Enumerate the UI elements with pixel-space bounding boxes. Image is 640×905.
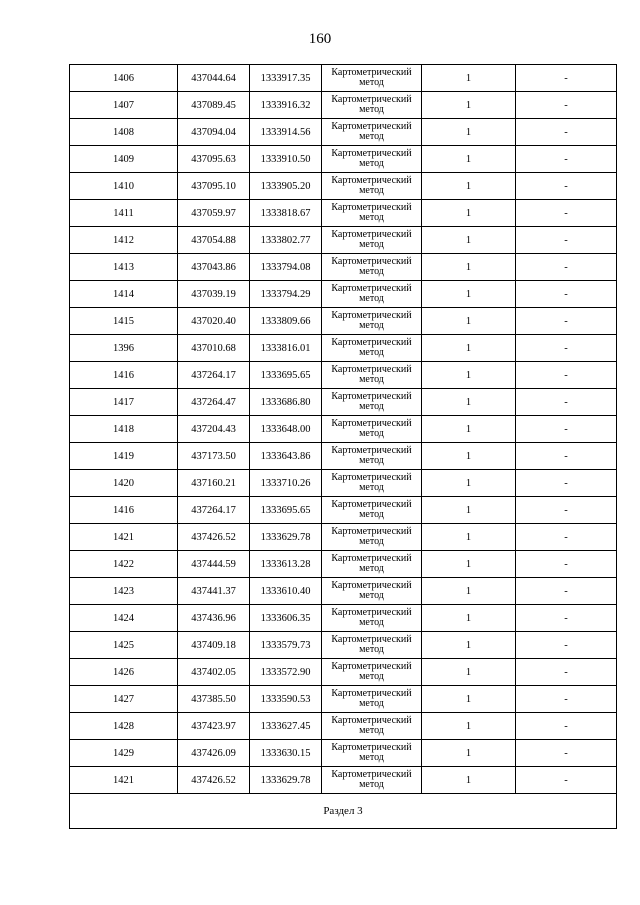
note-cell: -	[516, 605, 617, 632]
x-coordinate-cell: 437095.10	[178, 173, 250, 200]
note-cell: -	[516, 227, 617, 254]
count-cell: 1	[422, 767, 516, 794]
point-number-cell: 1418	[70, 416, 178, 443]
note-cell: -	[516, 281, 617, 308]
method-line-1: Картометрический	[331, 121, 412, 132]
method-line-2: метод	[359, 482, 384, 493]
method-cell	[322, 119, 422, 146]
method-line-1: Картометрический	[331, 310, 412, 321]
method-cell	[322, 524, 422, 551]
table-row	[70, 497, 617, 524]
table-row	[70, 281, 617, 308]
x-coordinate-cell: 437385.50	[178, 686, 250, 713]
point-number-cell: 1421	[70, 767, 178, 794]
note-cell: -	[516, 119, 617, 146]
count-cell: 1	[422, 227, 516, 254]
method-line-2: метод	[359, 698, 384, 709]
method-line-2: метод	[359, 509, 384, 520]
method-line-2: метод	[359, 185, 384, 196]
note-cell: -	[516, 524, 617, 551]
method-line-1: Картометрический	[331, 364, 412, 375]
x-coordinate-cell: 437039.19	[178, 281, 250, 308]
note-cell: -	[516, 308, 617, 335]
y-coordinate-cell: 1333794.08	[250, 254, 322, 281]
table-row	[70, 200, 617, 227]
method-line-2: метод	[359, 266, 384, 277]
x-coordinate-cell: 437160.21	[178, 470, 250, 497]
method-cell	[322, 578, 422, 605]
y-coordinate-cell: 1333802.77	[250, 227, 322, 254]
count-cell: 1	[422, 335, 516, 362]
count-cell: 1	[422, 200, 516, 227]
count-cell: 1	[422, 308, 516, 335]
method-line-2: метод	[359, 320, 384, 331]
point-number-cell: 1425	[70, 632, 178, 659]
note-cell: -	[516, 686, 617, 713]
y-coordinate-cell: 1333905.20	[250, 173, 322, 200]
method-line-2: метод	[359, 590, 384, 601]
method-cell	[322, 389, 422, 416]
y-coordinate-cell: 1333630.15	[250, 740, 322, 767]
method-line-2: метод	[359, 779, 384, 790]
x-coordinate-cell: 437094.04	[178, 119, 250, 146]
point-number-cell: 1412	[70, 227, 178, 254]
x-coordinate-cell: 437402.05	[178, 659, 250, 686]
method-line-2: метод	[359, 401, 384, 412]
x-coordinate-cell: 437044.64	[178, 65, 250, 92]
y-coordinate-cell: 1333916.32	[250, 92, 322, 119]
method-cell	[322, 551, 422, 578]
table-row	[70, 578, 617, 605]
count-cell: 1	[422, 146, 516, 173]
y-coordinate-cell: 1333809.66	[250, 308, 322, 335]
table-row	[70, 713, 617, 740]
count-cell: 1	[422, 578, 516, 605]
count-cell: 1	[422, 65, 516, 92]
table-row	[70, 227, 617, 254]
method-line-1: Картометрический	[331, 715, 412, 726]
count-cell: 1	[422, 605, 516, 632]
table-row	[70, 92, 617, 119]
note-cell: -	[516, 767, 617, 794]
method-cell	[322, 65, 422, 92]
table-row	[70, 389, 617, 416]
y-coordinate-cell: 1333606.35	[250, 605, 322, 632]
y-coordinate-cell: 1333816.01	[250, 335, 322, 362]
method-line-1: Картометрический	[331, 742, 412, 753]
method-cell	[322, 740, 422, 767]
table-row	[70, 524, 617, 551]
point-number-cell: 1414	[70, 281, 178, 308]
y-coordinate-cell: 1333818.67	[250, 200, 322, 227]
method-line-1: Картометрический	[331, 445, 412, 456]
point-number-cell: 1407	[70, 92, 178, 119]
method-cell	[322, 470, 422, 497]
x-coordinate-cell: 437264.17	[178, 362, 250, 389]
method-line-1: Картометрический	[331, 229, 412, 240]
section-label: Раздел 3	[70, 794, 617, 829]
y-coordinate-cell: 1333579.73	[250, 632, 322, 659]
method-line-2: метод	[359, 77, 384, 88]
point-number-cell: 1427	[70, 686, 178, 713]
y-coordinate-cell: 1333590.53	[250, 686, 322, 713]
note-cell: -	[516, 65, 617, 92]
method-cell	[322, 308, 422, 335]
note-cell: -	[516, 470, 617, 497]
y-coordinate-cell: 1333914.56	[250, 119, 322, 146]
note-cell: -	[516, 335, 617, 362]
method-cell	[322, 497, 422, 524]
method-line-1: Картометрический	[331, 661, 412, 672]
count-cell: 1	[422, 740, 516, 767]
table-row	[70, 119, 617, 146]
method-line-2: метод	[359, 104, 384, 115]
point-number-cell: 1419	[70, 443, 178, 470]
method-line-1: Картометрический	[331, 148, 412, 159]
x-coordinate-cell: 437264.47	[178, 389, 250, 416]
method-cell	[322, 605, 422, 632]
method-cell	[322, 146, 422, 173]
table-row	[70, 470, 617, 497]
table-row	[70, 686, 617, 713]
method-line-1: Картометрический	[331, 391, 412, 402]
x-coordinate-cell: 437264.17	[178, 497, 250, 524]
count-cell: 1	[422, 389, 516, 416]
method-line-1: Картометрический	[331, 418, 412, 429]
y-coordinate-cell: 1333629.78	[250, 767, 322, 794]
count-cell: 1	[422, 686, 516, 713]
count-cell: 1	[422, 92, 516, 119]
point-number-cell: 1396	[70, 335, 178, 362]
method-line-1: Картометрический	[331, 472, 412, 483]
x-coordinate-cell: 437409.18	[178, 632, 250, 659]
method-line-2: метод	[359, 617, 384, 628]
method-cell	[322, 92, 422, 119]
x-coordinate-cell: 437423.97	[178, 713, 250, 740]
y-coordinate-cell: 1333610.40	[250, 578, 322, 605]
point-number-cell: 1429	[70, 740, 178, 767]
table-body	[70, 65, 617, 829]
y-coordinate-cell: 1333695.65	[250, 362, 322, 389]
method-line-2: метод	[359, 212, 384, 223]
method-line-2: метод	[359, 239, 384, 250]
method-cell	[322, 632, 422, 659]
note-cell: -	[516, 443, 617, 470]
note-cell: -	[516, 740, 617, 767]
y-coordinate-cell: 1333643.86	[250, 443, 322, 470]
note-cell: -	[516, 362, 617, 389]
count-cell: 1	[422, 632, 516, 659]
point-number-cell: 1413	[70, 254, 178, 281]
table-row	[70, 65, 617, 92]
point-number-cell: 1409	[70, 146, 178, 173]
count-cell: 1	[422, 362, 516, 389]
method-cell	[322, 443, 422, 470]
count-cell: 1	[422, 173, 516, 200]
table-row	[70, 362, 617, 389]
method-line-1: Картометрический	[331, 283, 412, 294]
note-cell: -	[516, 200, 617, 227]
point-number-cell: 1428	[70, 713, 178, 740]
count-cell: 1	[422, 713, 516, 740]
point-number-cell: 1420	[70, 470, 178, 497]
y-coordinate-cell: 1333648.00	[250, 416, 322, 443]
x-coordinate-cell: 437426.52	[178, 767, 250, 794]
point-number-cell: 1417	[70, 389, 178, 416]
x-coordinate-cell: 437173.50	[178, 443, 250, 470]
method-line-1: Картометрический	[331, 580, 412, 591]
method-line-1: Картометрический	[331, 67, 412, 78]
count-cell: 1	[422, 497, 516, 524]
method-line-2: метод	[359, 347, 384, 358]
y-coordinate-cell: 1333572.90	[250, 659, 322, 686]
count-cell: 1	[422, 416, 516, 443]
method-cell	[322, 281, 422, 308]
point-number-cell: 1426	[70, 659, 178, 686]
note-cell: -	[516, 713, 617, 740]
x-coordinate-cell: 437020.40	[178, 308, 250, 335]
method-cell	[322, 686, 422, 713]
method-cell	[322, 416, 422, 443]
method-cell	[322, 362, 422, 389]
note-cell: -	[516, 578, 617, 605]
point-number-cell: 1416	[70, 497, 178, 524]
note-cell: -	[516, 146, 617, 173]
count-cell: 1	[422, 443, 516, 470]
table-row	[70, 335, 617, 362]
method-line-1: Картометрический	[331, 256, 412, 267]
method-line-1: Картометрический	[331, 607, 412, 618]
point-number-cell: 1406	[70, 65, 178, 92]
y-coordinate-cell: 1333910.50	[250, 146, 322, 173]
count-cell: 1	[422, 281, 516, 308]
method-line-2: метод	[359, 428, 384, 439]
method-line-2: метод	[359, 158, 384, 169]
method-line-2: метод	[359, 374, 384, 385]
method-cell	[322, 173, 422, 200]
note-cell: -	[516, 497, 617, 524]
y-coordinate-cell: 1333917.35	[250, 65, 322, 92]
note-cell: -	[516, 632, 617, 659]
count-cell: 1	[422, 551, 516, 578]
y-coordinate-cell: 1333695.65	[250, 497, 322, 524]
method-line-2: метод	[359, 671, 384, 682]
table-row	[70, 173, 617, 200]
table-row	[70, 740, 617, 767]
method-cell	[322, 713, 422, 740]
note-cell: -	[516, 416, 617, 443]
y-coordinate-cell: 1333710.26	[250, 470, 322, 497]
method-line-1: Картометрический	[331, 175, 412, 186]
method-cell	[322, 659, 422, 686]
table-row	[70, 443, 617, 470]
point-number-cell: 1415	[70, 308, 178, 335]
count-cell: 1	[422, 119, 516, 146]
count-cell: 1	[422, 524, 516, 551]
table-row	[70, 254, 617, 281]
table-row	[70, 551, 617, 578]
x-coordinate-cell: 437043.86	[178, 254, 250, 281]
method-line-1: Картометрический	[331, 553, 412, 564]
point-number-cell: 1422	[70, 551, 178, 578]
note-cell: -	[516, 659, 617, 686]
method-cell	[322, 335, 422, 362]
point-number-cell: 1421	[70, 524, 178, 551]
point-number-cell: 1423	[70, 578, 178, 605]
method-line-1: Картометрический	[331, 337, 412, 348]
y-coordinate-cell: 1333613.28	[250, 551, 322, 578]
method-line-2: метод	[359, 644, 384, 655]
method-line-1: Картометрический	[331, 94, 412, 105]
table-row	[70, 659, 617, 686]
y-coordinate-cell: 1333627.45	[250, 713, 322, 740]
point-number-cell: 1410	[70, 173, 178, 200]
method-line-2: метод	[359, 131, 384, 142]
table-row	[70, 416, 617, 443]
x-coordinate-cell: 437059.97	[178, 200, 250, 227]
note-cell: -	[516, 254, 617, 281]
x-coordinate-cell: 437010.68	[178, 335, 250, 362]
method-line-2: метод	[359, 293, 384, 304]
method-line-1: Картометрический	[331, 202, 412, 213]
x-coordinate-cell: 437441.37	[178, 578, 250, 605]
count-cell: 1	[422, 470, 516, 497]
method-line-2: метод	[359, 752, 384, 763]
table-row	[70, 146, 617, 173]
method-line-1: Картометрический	[331, 526, 412, 537]
method-cell	[322, 254, 422, 281]
method-line-2: метод	[359, 725, 384, 736]
note-cell: -	[516, 173, 617, 200]
method-line-1: Картометрический	[331, 688, 412, 699]
point-number-cell: 1408	[70, 119, 178, 146]
x-coordinate-cell: 437444.59	[178, 551, 250, 578]
x-coordinate-cell: 437426.52	[178, 524, 250, 551]
note-cell: -	[516, 551, 617, 578]
count-cell: 1	[422, 659, 516, 686]
y-coordinate-cell: 1333629.78	[250, 524, 322, 551]
method-line-1: Картометрический	[331, 634, 412, 645]
table-row	[70, 605, 617, 632]
x-coordinate-cell: 437204.43	[178, 416, 250, 443]
y-coordinate-cell: 1333686.80	[250, 389, 322, 416]
table-row	[70, 767, 617, 794]
point-number-cell: 1416	[70, 362, 178, 389]
y-coordinate-cell: 1333794.29	[250, 281, 322, 308]
x-coordinate-cell: 437095.63	[178, 146, 250, 173]
method-cell	[322, 200, 422, 227]
coordinates-table	[69, 64, 617, 829]
method-line-1: Картометрический	[331, 499, 412, 510]
table-row	[70, 308, 617, 335]
x-coordinate-cell: 437054.88	[178, 227, 250, 254]
method-cell	[322, 767, 422, 794]
table-row	[70, 632, 617, 659]
method-cell	[322, 227, 422, 254]
section-row	[70, 794, 617, 829]
point-number-cell: 1424	[70, 605, 178, 632]
x-coordinate-cell: 437089.45	[178, 92, 250, 119]
method-line-2: метод	[359, 536, 384, 547]
note-cell: -	[516, 389, 617, 416]
count-cell: 1	[422, 254, 516, 281]
page-number: 160	[308, 31, 332, 47]
x-coordinate-cell: 437436.96	[178, 605, 250, 632]
x-coordinate-cell: 437426.09	[178, 740, 250, 767]
method-line-2: метод	[359, 563, 384, 574]
method-line-2: метод	[359, 455, 384, 466]
point-number-cell: 1411	[70, 200, 178, 227]
method-line-1: Картометрический	[331, 769, 412, 780]
note-cell: -	[516, 92, 617, 119]
